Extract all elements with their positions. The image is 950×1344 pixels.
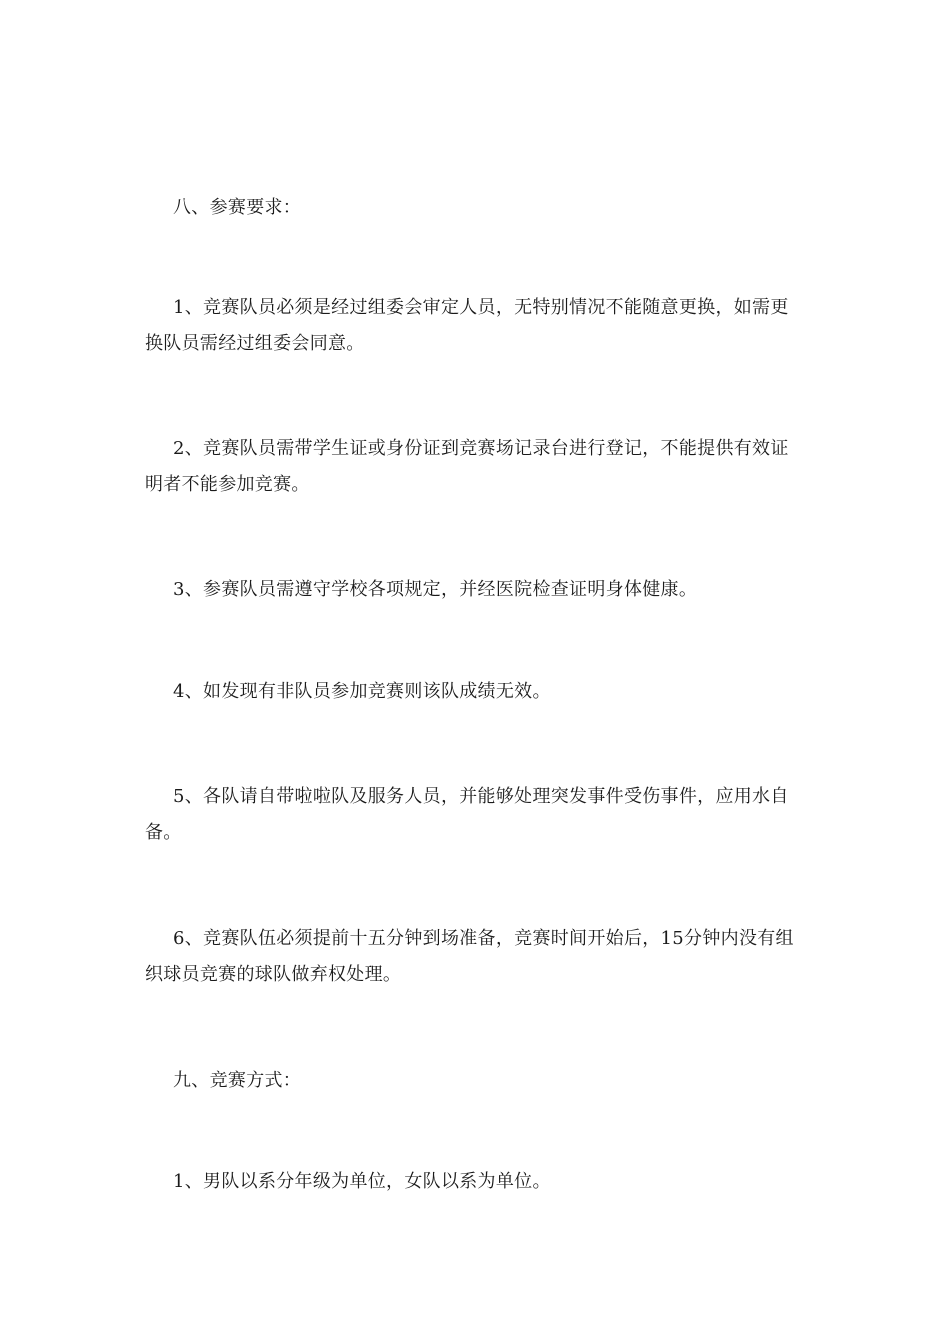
section-8-item-4: 4、如发现有非队员参加竞赛则该队成绩无效。 <box>173 681 551 702</box>
section-8-item-2: 2、竞赛队员需带学生证或身份证到竞赛场记录台进行登记，不能提供有效证明者不能参加竞赛。 <box>145 438 789 495</box>
section-8-heading: 八、参赛要求： <box>173 197 302 218</box>
section-9-item-1: 1、男队以系分年级为单位，女队以系为单位。 <box>173 1171 551 1192</box>
section-8-item-3: 3、参赛队员需遵守学校各项规定，并经医院检查证明身体健康。 <box>173 579 698 600</box>
section-8-item-5: 5、各队请自带啦啦队及服务人员，并能够处理突发事件受伤事件，应用水自备。 <box>145 786 789 843</box>
section-8-item-1: 1、竞赛队员必须是经过组委会审定人员，无特别情况不能随意更换，如需更换队员需经过组委会同意。 <box>145 297 789 354</box>
section-9-heading: 九、竞赛方式： <box>173 1070 302 1091</box>
section-8-item-6: 6、竞赛队伍必须提前十五分钟到场准备，竞赛时间开始后，15分钟内没有组织球员竞赛的球队做弃权处理。 <box>145 928 794 985</box>
